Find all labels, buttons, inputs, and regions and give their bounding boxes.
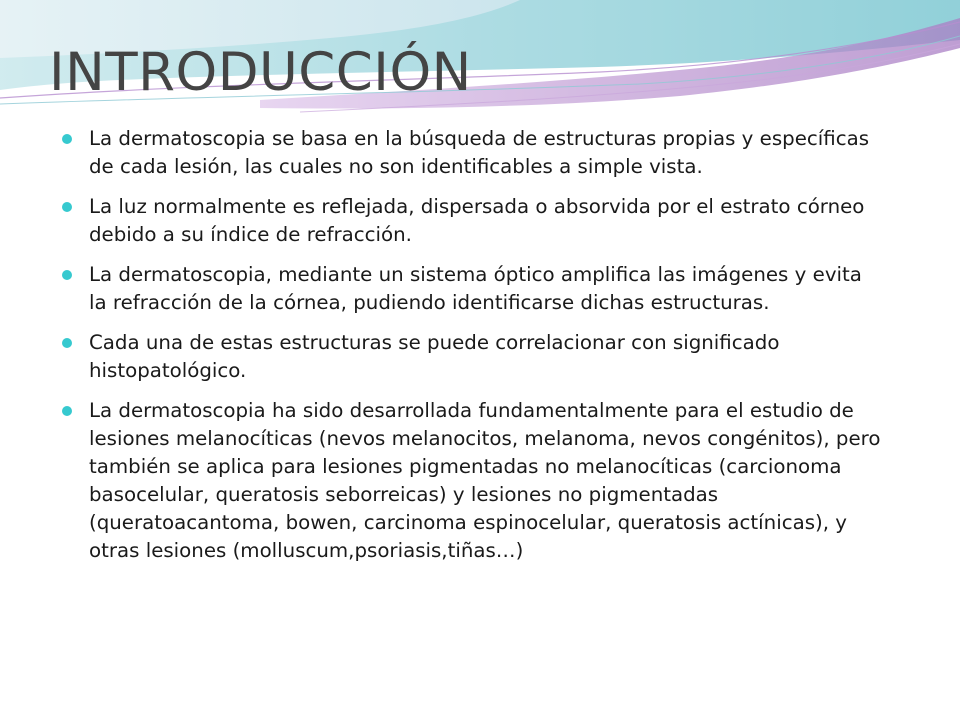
bullet-item	[62, 397, 882, 565]
bullet-text: La dermatoscopia ha sido desarrollada fundamentalmente para el estudio de lesiones melanocíticas (nevos melanocitos, melanoma, nevos congénitos), pero también se aplica para lesiones pigmentadas no melanocíticas (carcionoma basocelular, queratosis seborreicas) y lesiones no pigmentadas (queratoacantoma, bowen, carcinoma espinocelular, queratosis actínicas), y otras lesiones (molluscum,psoriasis,tiñas…)	[89, 399, 881, 562]
bullet-list	[62, 125, 882, 577]
bullet-item	[62, 261, 882, 317]
bullet-text: La luz normalmente es reflejada, dispersada o absorvida por el estrato córneo debido a su índice de refracción.	[89, 195, 865, 246]
bullet-dot-icon	[62, 270, 72, 280]
bullet-dot-icon	[62, 338, 72, 348]
bullet-dot-icon	[62, 134, 72, 144]
bullet-item	[62, 193, 882, 249]
bullet-dot-icon	[62, 202, 72, 212]
bullet-text: La dermatoscopia, mediante un sistema óptico amplifica las imágenes y evita la refracción de la córnea, pudiendo identificarse dichas estructuras.	[89, 263, 862, 314]
slide-title: INTRODUCCIÓN	[49, 42, 472, 103]
bullet-dot-icon	[62, 406, 72, 416]
bullet-item	[62, 125, 882, 181]
bullet-text: Cada una de estas estructuras se puede correlacionar con significado histopatológico.	[89, 331, 780, 382]
bullet-text: La dermatoscopia se basa en la búsqueda de estructuras propias y específicas de cada lesión, las cuales no son identificables a simple vista.	[89, 127, 870, 178]
bullet-item	[62, 329, 882, 385]
